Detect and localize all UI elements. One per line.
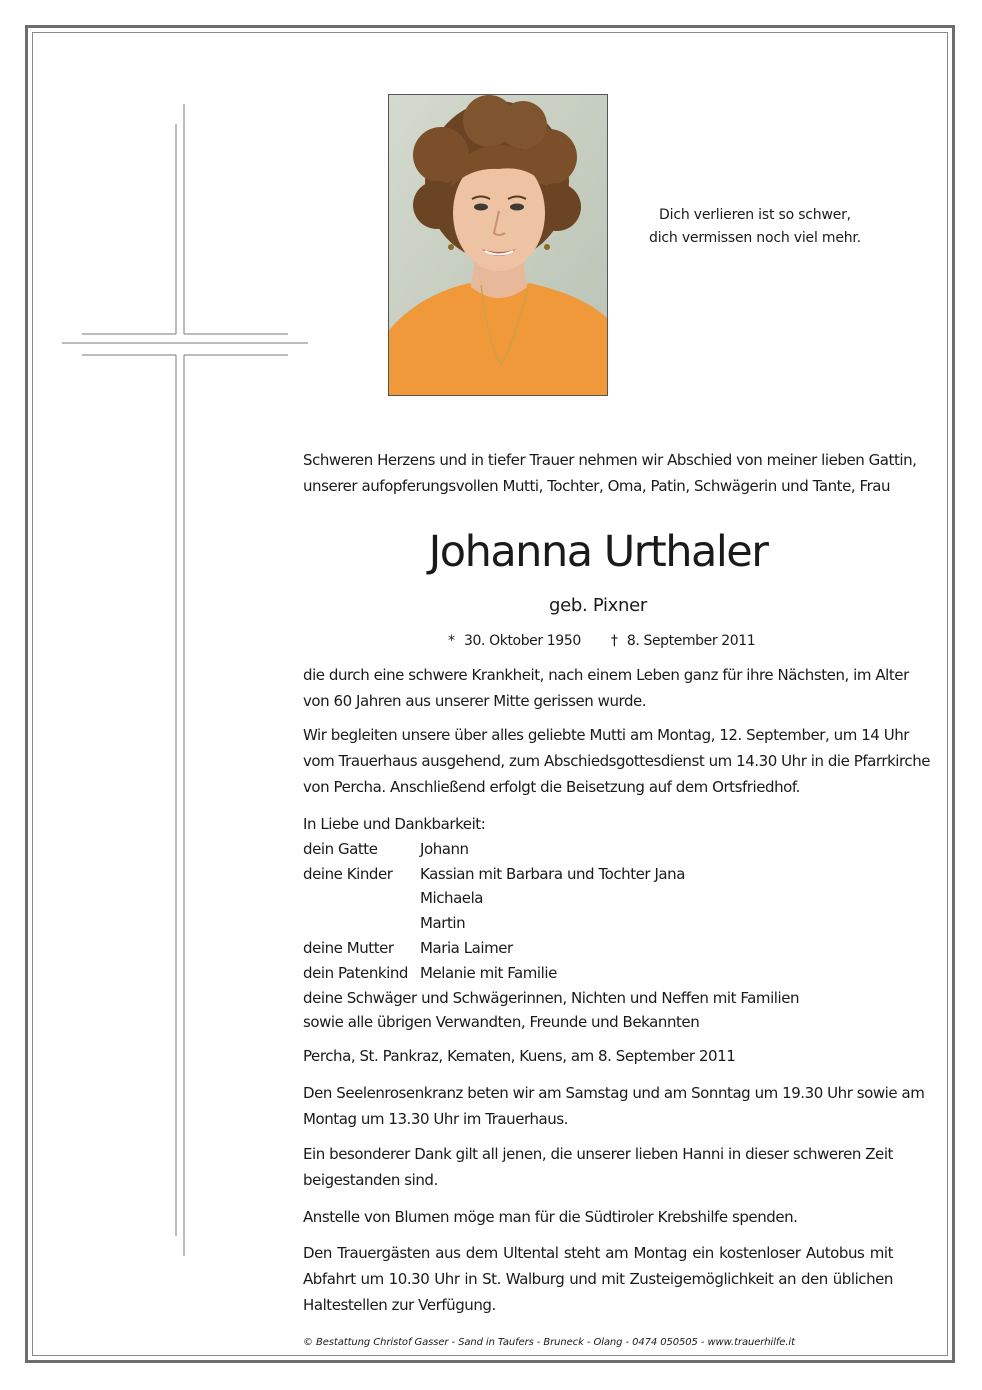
paragraph-line: vom Trauerhaus ausgehend, zum Abschiedsgottesdienst um 14.30 Uhr in die Pfarrkirche <box>303 752 931 770</box>
portrait-photo <box>388 94 608 396</box>
illness-paragraph <box>303 662 909 714</box>
paragraph-line: Den Seelenrosenkranz beten wir am Samstag und am Sonntag um 19.30 Uhr sowie am <box>303 1084 925 1102</box>
paragraph-line: von Percha. Anschließend erfolgt die Beisetzung auf dem Ortsfriedhof. <box>303 778 800 796</box>
thanks-paragraph <box>303 1141 893 1193</box>
family-row <box>303 911 799 936</box>
birth-name: geb. Pixner <box>548 595 648 616</box>
intro-line: unserer aufopferungsvollen Mutti, Tochter, Oma, Patin, Schwägerin und Tante, Frau <box>303 477 891 495</box>
family-list <box>303 812 799 1035</box>
paragraph-line: die durch eine schwere Krankheit, nach einem Leben ganz für ihre Nächsten, im Alter <box>303 666 909 684</box>
paragraph-line: Haltestellen zur Verfügung. <box>303 1296 496 1314</box>
death-cross-icon: † <box>610 633 618 649</box>
place-date-line: Percha, St. Pankraz, Kematen, Kuens, am 8. September 2011 <box>303 1047 736 1065</box>
family-inlaws: deine Schwäger und Schwägerinnen, Nichten und Neffen mit Familien <box>303 988 800 1007</box>
quote-line: Dich verlieren ist so schwer, <box>659 207 851 223</box>
family-relation: deine Kinder <box>303 864 393 883</box>
family-names: Michaela <box>420 889 484 908</box>
footer-credit: © Bestattung Christof Gasser - Sand in Taufers - Bruneck - Olang - 0474 050505 - www.trauerhilfe.it <box>303 1337 795 1348</box>
family-names: Maria Laimer <box>420 938 513 957</box>
family-row <box>303 961 799 986</box>
family-row <box>303 886 799 911</box>
paragraph-line: beigestanden sind. <box>303 1171 438 1189</box>
family-heading: In Liebe und Dankbarkeit: <box>303 815 486 833</box>
family-relation: deine Mutter <box>303 938 394 957</box>
family-relation: dein Gatte <box>303 839 378 858</box>
family-row <box>303 837 799 862</box>
family-names: Melanie mit Familie <box>420 963 557 982</box>
family-names: Johann <box>420 839 469 858</box>
funeral-paragraph <box>303 722 931 800</box>
birth-star-icon: * <box>448 633 455 649</box>
paragraph-line: von 60 Jahren aus unserer Mitte gerissen wurde. <box>303 692 647 710</box>
family-others: sowie alle übrigen Verwandten, Freunde und Bekannten <box>303 1013 700 1032</box>
paragraph-line: Anstelle von Blumen möge man für die Südtiroler Krebshilfe spenden. <box>303 1208 798 1226</box>
family-names: Martin <box>420 914 466 933</box>
paragraph-line: Ein besonderer Dank gilt all jenen, die unserer lieben Hanni in dieser schweren Zeit <box>303 1145 893 1163</box>
family-row <box>303 936 799 961</box>
intro-line: Schweren Herzens und in tiefer Trauer nehmen wir Abschied von meiner lieben Gattin, <box>303 451 917 469</box>
paragraph-line: Montag um 13.30 Uhr im Trauerhaus. <box>303 1110 568 1128</box>
paragraph-line: Den Trauergästen aus dem Ultental steht am Montag ein kostenloser Autobus mit <box>303 1244 893 1262</box>
quote <box>630 204 880 250</box>
paragraph-line: Abfahrt um 10.30 Uhr in St. Walburg und mit Zusteigemöglichkeit an den üblichen <box>303 1270 893 1288</box>
quote-line: dich vermissen noch viel mehr. <box>649 230 861 246</box>
intro-text <box>303 447 917 499</box>
deceased-name: Johanna Urthaler <box>428 527 768 577</box>
birth-date: 30. Oktober 1950 <box>464 633 581 649</box>
rosary-paragraph <box>303 1080 925 1132</box>
bus-paragraph <box>303 1240 893 1318</box>
life-dates <box>448 628 755 654</box>
family-names: Kassian mit Barbara und Tochter Jana <box>420 864 685 883</box>
death-date: 8. September 2011 <box>626 633 756 649</box>
family-relation: dein Patenkind <box>303 963 408 982</box>
family-row <box>303 862 799 887</box>
cross-icon <box>62 104 308 1256</box>
donation-paragraph <box>303 1204 893 1230</box>
place-date <box>303 1043 893 1069</box>
paragraph-line: Wir begleiten unsere über alles geliebte Mutti am Montag, 12. September, um 14 Uhr <box>303 726 909 744</box>
